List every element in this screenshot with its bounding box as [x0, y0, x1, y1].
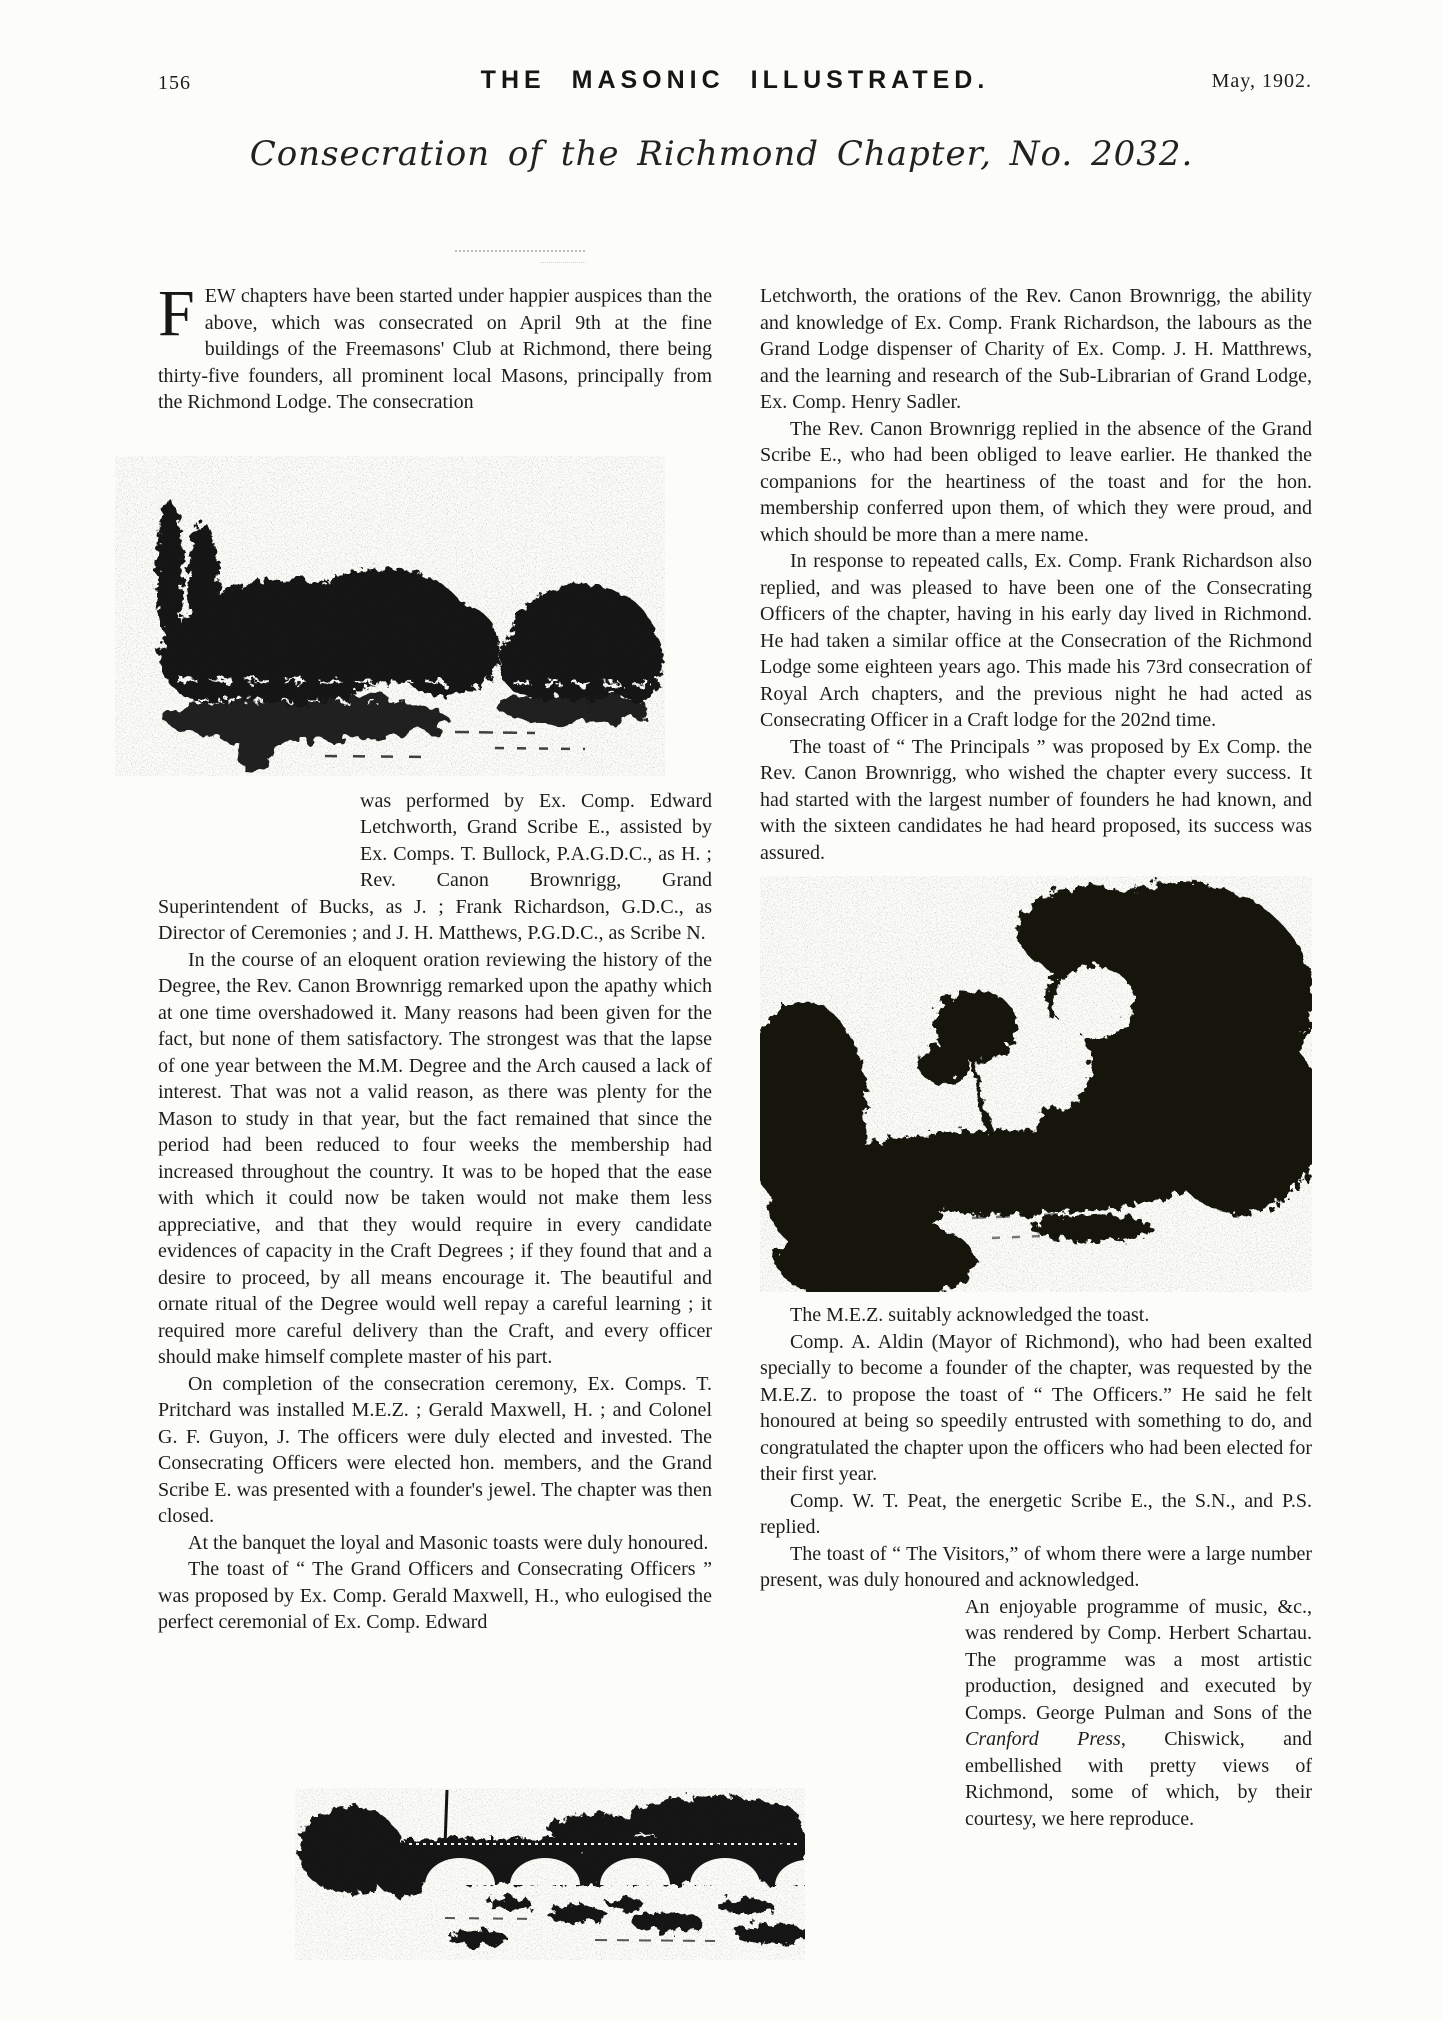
paragraph-mez-acknowledge: The M.E.Z. suitably acknowledged the toast.: [790, 1304, 1150, 1326]
paragraph-programme: [965, 1594, 1312, 1833]
paragraph-text: was performed by Ex. Comp. Edward Letchworth, Grand Scribe E., assisted by Ex. Comps. T. Bullock, P.A.G.D.C., as H. ; Rev. Canon Brownrigg, Grand Superintendent of Bucks, as J. ; Frank Richardson, G.D.C., as Director of Ceremonies ; and J. H. Matthews, P.G.D.C., as Scribe N.: [158, 789, 712, 944]
running-head: [158, 64, 1312, 100]
wrap-spacer: [158, 788, 360, 894]
scan-artifact: [455, 250, 585, 252]
illustration-riverside: [115, 456, 665, 776]
paragraph-banquet: At the banquet the loyal and Masonic toasts were duly honoured.: [188, 1531, 709, 1554]
paragraph-text: EW chapters have been started under happier auspices than the above, which was consecrated on April 9th at the fine buildings of the Freemasons' Club at Richmond, there being thirty-five founders, all prominent local Masons, principally from the Richmond Lodge. The consecration: [158, 285, 712, 413]
masthead: THE MASONIC ILLUSTRATED.: [480, 66, 990, 94]
illustration-wooded-path: [760, 876, 1312, 1292]
paragraph-eulogy: Letchworth, the orations of the Rev. Canon Brownrigg, the ability and knowledge of Ex. Comp. Frank Richardson, the labours as the Grand Lodge dispenser of Charity of Ex. Comp. J. H. Matthrews, and the learning and research of the Sub-Librarian of Grand Lodge, Ex. Comp. Henry Sadler.: [760, 285, 1312, 413]
issue-date: May, 1902.: [1211, 70, 1312, 92]
paragraph-toast-grand-officers: The toast of “ The Grand Officers and Consecrating Officers ” was proposed by Ex. Comp. Gerald Maxwell, H., who eulogised the perfect ceremonial of Ex. Comp. Edward: [158, 1558, 712, 1633]
paragraph-toast-principals: The toast of “ The Principals ” was proposed by Ex Comp. the Rev. Canon Brownrigg, who wished the chapter every success. It had started with the largest number of founders he had known, and with the sixteen candidates he had heard proposed, its success was assured.: [760, 735, 1312, 864]
scan-artifact: [540, 262, 586, 263]
press-name-italic: Cranford Press: [965, 1728, 1121, 1750]
paragraph-brownrigg-reply: The Rev. Canon Brownrigg replied in the absence of the Grand Scribe E., who had been obliged to leave earlier. He thanked the companions for the heartiness of the toast and for the hon. membership conferred upon them, of which they were proud, and which should be more than a mere name.: [760, 417, 1312, 546]
article-title: Consecration of the Richmond Chapter, No. 2032.: [249, 134, 1194, 174]
page-number: 156: [158, 72, 191, 94]
paragraph-mayor-aldin: Comp. A. Aldin (Mayor of Richmond), who had been exalted specially to become a founder of the chapter, was requested by the M.E.Z. to propose the toast of “ The Officers.” He said he felt honoured at being so speedily entrusted with something to do, and congratulated the chapter upon the officers who had been elected for their first year.: [760, 1330, 1312, 1485]
illustration-bridge: [295, 1788, 805, 1960]
right-column: [760, 283, 1312, 1832]
paragraph-peat-reply: Comp. W. T. Peat, the energetic Scribe E., the S.N., and P.S. replied.: [760, 1489, 1312, 1538]
paragraph-text: , Chiswick, and embellished with pretty views of Richmond, some of which, by their courtesy, we here reproduce.: [965, 1728, 1313, 1830]
left-column: [158, 277, 712, 1636]
paragraph-text: An enjoyable programme of music, &c., was rendered by Comp. Herbert Schartau. The programme was a most artistic production, designed and executed by Comps. George Pulman and Sons of the: [965, 1595, 1312, 1724]
paragraph-installation: On completion of the consecration ceremony, Ex. Comps. T. Pritchard was installed M.E.Z. ; Gerald Maxwell, H. ; and Colonel G. F. Guyon, J. The officers were duly elected and invested. The Consecrating Officers were elected hon. members, and the Grand Scribe E. was presented with a founder's jewel. The chapter was then closed.: [158, 1372, 712, 1527]
paragraph-oration: In the course of an eloquent oration reviewing the history of the Degree, the Rev. Canon Brownrigg remarked upon the apathy which at one time overshadowed it. Many reasons had been given for the fact, but none of them satisfactory. The strongest was that the lapse of one year between the M.M. Degree and the Arch caused a lack of interest. That was not a valid reason, as there was plenty for the Mason to study in that year, but the fact remained that since the period had been reduced to four weeks the membership had increased throughout the country. It was to be hoped that the ease with which it could now be taken would not make them less appreciative, and that they would require in every candidate evidences of capacity in the Craft Degrees ; if they found that and a desire to proceed, by all means encourage it. The beautiful and ornate ritual of the Degree would well repay a careful learning ; it required more careful delivery than the Craft, and every officer should make himself complete master of his part.: [158, 948, 712, 1368]
paragraph-opening: [158, 277, 712, 416]
paragraph-continuation: [158, 788, 712, 947]
drop-cap: F: [158, 277, 195, 350]
paragraph-richardson-reply: In response to repeated calls, Ex. Comp. Frank Richardson also replied, and was pleased to have been one of the Consecrating Officers of the chapter, having in his early day lived in Richmond. He had taken a similar office at the Consecration of the Richmond Lodge some eighteen years ago. This made his 73rd consecration of Royal Arch chapters, and the previous night he had acted as Consecrating Officer in a Craft lodge for the 202nd time.: [760, 550, 1312, 731]
paragraph-toast-visitors: The toast of “ The Visitors,” of whom there were a large number present, was duly honoured and acknowledged.: [760, 1542, 1312, 1591]
